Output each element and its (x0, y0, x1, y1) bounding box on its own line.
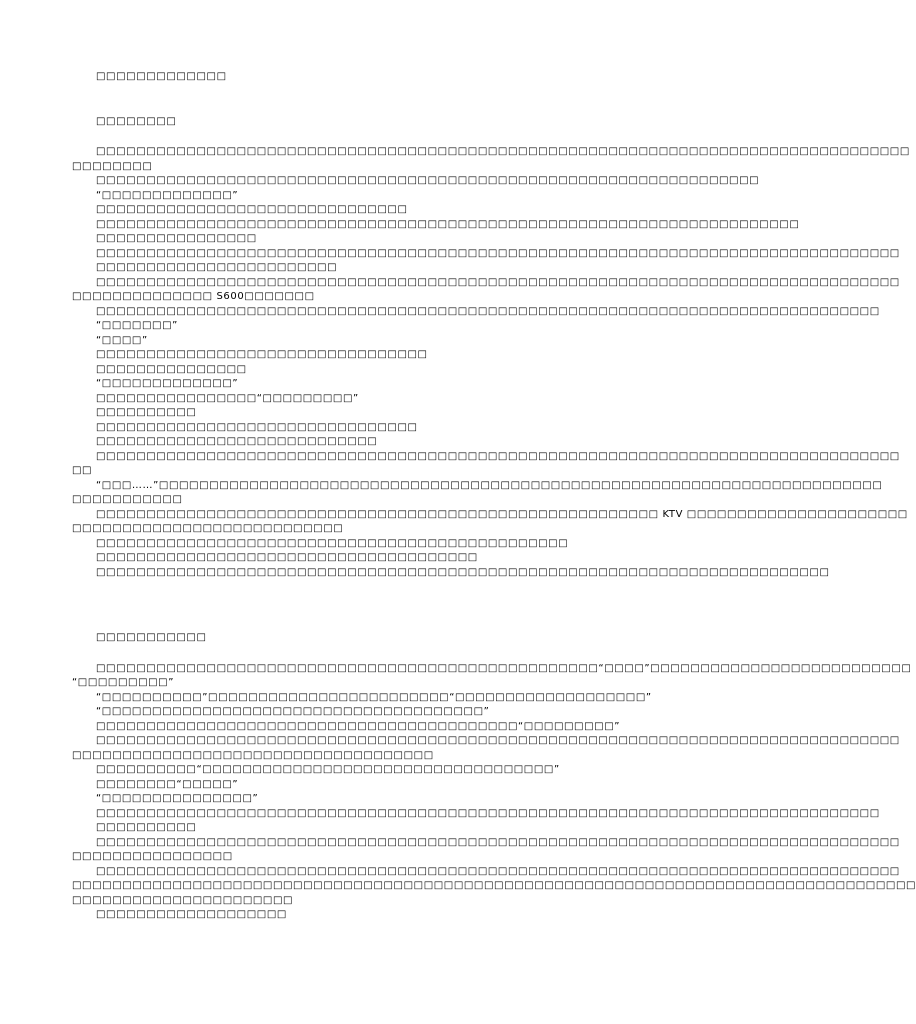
paragraph-line: □□□□□□□□□□□□□□□□□□□□□□□□□□□□□□□□□□□□□□□□□□□□□□□□□□□□□□□□□□□□□□□□□□□□□□□□□□□□□□□□ (96, 247, 900, 259)
document-page (72, 70, 916, 923)
document-title: □□□□□□□□□□□□□ (96, 71, 227, 82)
spacer (72, 646, 712, 662)
paragraph-line: “□□□□□□□□□□”□□□□□□□□□□□□□□□□□□□□□□□□“□□□□□□□□□□□□□□□□□□□” (96, 691, 652, 703)
paragraph-line: “□□□□□□□□□□□□□□□□□□□□□□□□□□□□□□□□□□□□□□” (96, 706, 490, 717)
paragraph-line: □□□□□□□□□□□□□□□□□□□□□□□□□□□□□□□□□□□□□□□□□□□□□□□□□□□□□□□□□□□□□□□□□□ (96, 175, 760, 186)
paragraph-line: □□□□□□□□□□□□□□□□□□□□□□□□□□□□□□□□ (96, 421, 418, 433)
paragraph-line: “□□□□□□□□□□□□□” (96, 378, 239, 389)
spacer (72, 580, 712, 631)
paragraph-line: □□□□□□□□□□□□□□□□□□□□□□□□□□□ (72, 523, 344, 534)
paragraph-line: □□□□□□□□□□□□□□□□□□□□□□□□□□□□□□□□□□□□□□□□□□□□□□□□□□□□□□□□□□□□□□□□□□□□□□□□□□□□□□□□□ (96, 146, 910, 157)
paragraph-line: □□□□□□□□□□ (96, 822, 197, 833)
paragraph-line: □□□□□□□□□□□□□□□□□□□□□□□□□□□□□□□□□□□□□□□□□□□□□□□ (96, 537, 569, 549)
paragraph-line: □□□□□□□□□□□□□□□□□□□□□□□□□□□□□□□□□□□□□□□□□□□□□□□□□□□□□□□□□□□□□□□□□□□□□□□□□ (96, 566, 830, 578)
paragraph-line: □□□□□□□□“□□□□□” (96, 778, 239, 790)
paragraph-line: □□□□□□□□ (72, 160, 153, 172)
section-2-heading: □□□□□□□□□□□ (96, 632, 207, 643)
paragraph-line: □□□□□□□□□□□□□□□□□□□□□□□□□□□□ (96, 436, 378, 447)
spacer (72, 129, 712, 145)
paragraph-line: □□□□□□□□□□□□□□□□□□□□□□□□□□□□□□□□□□□□□□ (96, 552, 478, 563)
section-1-heading: □□□□□□□□ (96, 115, 177, 127)
paragraph-line: □□□□□□□□□□□□□□□□□□□□□□□□□□□□□□□□□□□□□□□□□□□□□□□□□□“□□□□”□□□□□□□□□□□□□□□□□□□□□□□□□□ (96, 662, 912, 674)
paragraph-line: □□□□□□□□□□□□□□□□□□□□□□□□□□□□□□□□□□□□□□□□□□□□□□□□□□□□□□□□□□□□□□□□□□□□□□□□□□□□□□□□ (96, 836, 900, 848)
paragraph-line: □□□□□□□□□□□□□□□□□□□□□□□□□□□□□□□□□□□□ (72, 749, 434, 761)
paragraph-line: “□□□□” (96, 334, 148, 346)
section-2-body (72, 662, 916, 923)
paragraph-line: □□ (72, 465, 93, 476)
paragraph-line: □□□□□□□□□□□□□□□□□□□□□□□□□□□□□□□□□ (96, 349, 428, 360)
paragraph-line: □□□□□□□□□□□□□□□□□□□□□□ (72, 894, 294, 906)
paragraph-line: □□□□□□□□□□ (96, 407, 197, 418)
paragraph-line: “□□□□□□□□□□□□□□□” (96, 793, 259, 804)
spacer (72, 85, 712, 115)
section-1-body (72, 145, 910, 580)
paragraph-line: □□□□□□□□□□□□□□□□□□□□□□□□□□□□□□□□□□□□□□□□□□“□□□□□□□□□” (96, 720, 621, 732)
paragraph-line: □□□□□□□□□□□□□□□□□□□□□□□□□□□□□□□□□□□□□□□□□□□□□□□□□□□□□□□□□□□□□□□□□□□□□□□□□□□□□□□□ (96, 276, 900, 288)
paragraph-line: □□□□□□□□□□□ (72, 494, 183, 505)
paragraph-line: “□□□□□□□□□□□□□” (96, 189, 239, 201)
paragraph-line: □□□□□□□□□□□□□□□□□□□□□□□□□□□□□□□□□□□□□□□□□□□□□□□□□□□□□□□□□□□□□□□□□□□□□□□□□□□□□□ (96, 807, 880, 819)
paragraph-line: □□□□□□□□□□□□□□□□□□□□□□□□□□□□□□□□□□□□□□□□□□□□□□□□□□□□□□□□□□□□□□□□□□□□□□□□□□□□□□□□□□□□ (72, 880, 916, 891)
paragraph-line: □□□□□□□□□□□□□□□□□□□□□□□□□□□□□□□□□□□□□□□□□□□□□□□□□□□□□□□□□□□□□□□□□□□□□□□□□□□□□□□□ (96, 450, 900, 462)
paragraph-line: “□□□□□□□” (96, 320, 178, 331)
paragraph-line: □□□□□□□□□□□□□□□ (96, 363, 247, 375)
paragraph-line: □□□□□□□□□□□□□□□□□□□□□□□□□□□□□□□ (96, 204, 408, 215)
paragraph-line: □□□□□□□□□□“□□□□□□□□□□□□□□□□□□□□□□□□□□□□□□□□□□□” (96, 764, 560, 775)
paragraph-line: □□□□□□□□□□□□□□□□□□□□□□□□ (96, 262, 338, 273)
paragraph-line: “□□□……”□□□□□□□□□□□□□□□□□□□□□□□□□□□□□□□□□□□□□□□□□□□□□□□□□□□□□□□□□□□□□□□□□□□□□□□□ (96, 479, 883, 491)
paragraph-line: □□□□□□□□□□□□□□□□ (96, 233, 257, 244)
paragraph-line: □□□□□□□□□□□□□□□□□□□□□□□□□□□□□□□□□□□□□□□□□□□□□□□□□□□□□□□□ KTV □□□□□□□□□□□□□□□□□□□□□□ (96, 508, 908, 520)
paragraph-line: □□□□□□□□□□□□□□□□□□□□□□□□□□□□□□□□□□□□□□□□□□□□□□□□□□□□□□□□□□□□□□□□□□□□□□□□□□□□□□□□ (96, 865, 900, 877)
paragraph-line: □□□□□□□□□□□□□□ S600□□□□□□□ (72, 291, 315, 302)
paragraph-line: “□□□□□□□□□” (72, 677, 174, 688)
paragraph-line: □□□□□□□□□□□□□□□□□□□□□□□□□□□□□□□□□□□□□□□□□□□□□□□□□□□□□□□□□□□□□□□□□□□□□□ (96, 218, 800, 230)
paragraph-line: □□□□□□□□□□□□□□□□□□□□□□□□□□□□□□□□□□□□□□□□□□□□□□□□□□□□□□□□□□□□□□□□□□□□□□□□□□□□□□ (96, 305, 880, 317)
paragraph-line: □□□□□□□□□□□□□□□□ (72, 851, 233, 862)
paragraph-line: □□□□□□□□□□□□□□□□□□□ (96, 909, 287, 920)
paragraph-line: □□□□□□□□□□□□□□□□“□□□□□□□□□” (96, 392, 359, 404)
paragraph-line: □□□□□□□□□□□□□□□□□□□□□□□□□□□□□□□□□□□□□□□□□□□□□□□□□□□□□□□□□□□□□□□□□□□□□□□□□□□□□□□□ (96, 735, 900, 746)
